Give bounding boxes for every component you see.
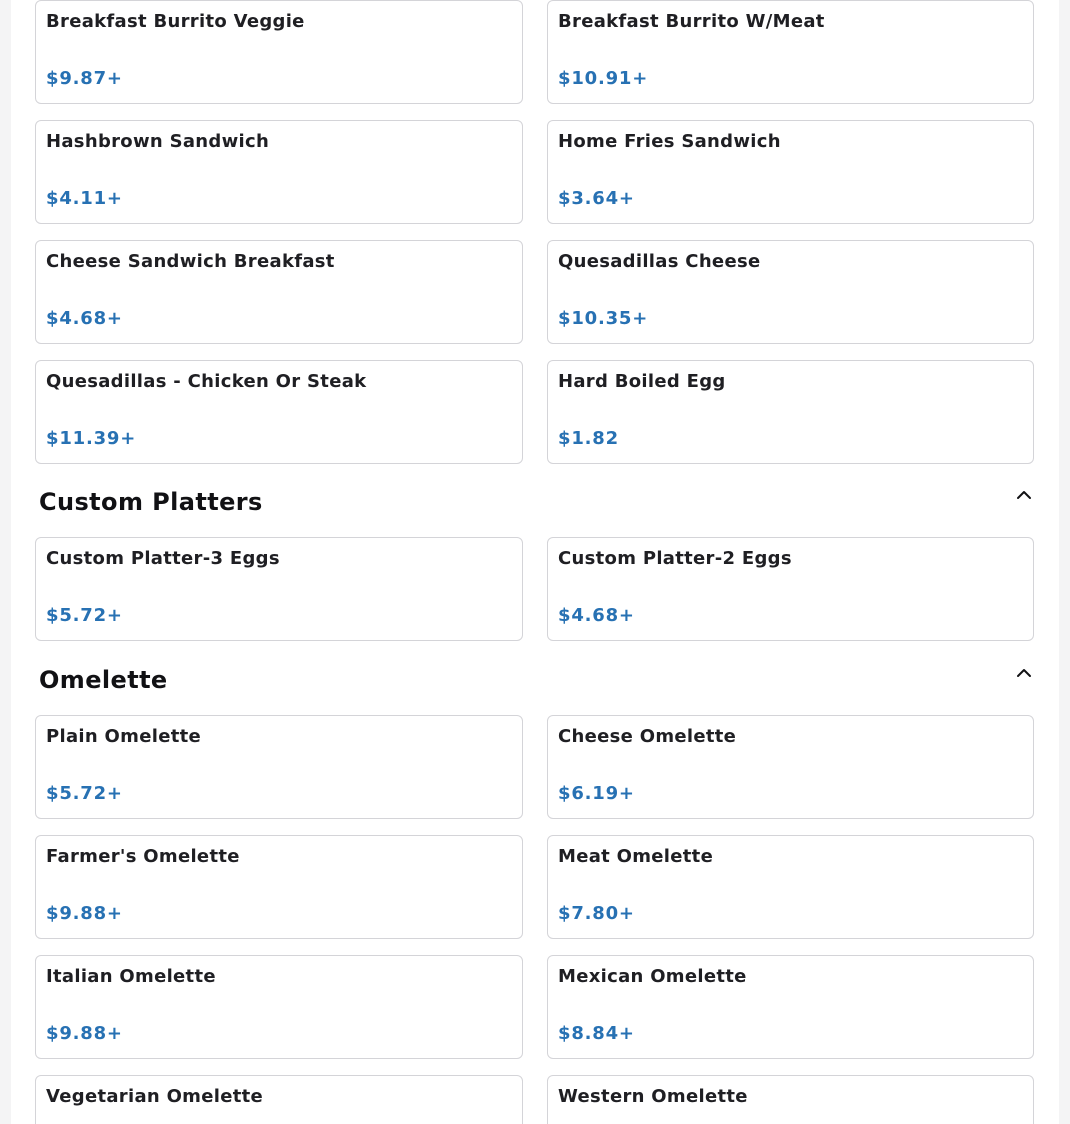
menu-item-name: Vegetarian Omelette bbox=[46, 1086, 264, 1107]
menu-item-card[interactable] bbox=[547, 120, 1034, 224]
menu-item-name: Plain Omelette bbox=[46, 726, 202, 747]
menu-item-price: $10.35+ bbox=[558, 308, 649, 329]
menu-item-card[interactable] bbox=[547, 240, 1034, 344]
menu-item-price: $10.91+ bbox=[558, 68, 649, 89]
menu-item-name: Quesadillas Cheese bbox=[558, 251, 761, 272]
menu-item-card[interactable] bbox=[35, 120, 523, 224]
menu-item-card[interactable] bbox=[35, 537, 523, 641]
menu-item-card[interactable] bbox=[35, 360, 523, 464]
menu-item-name: Hashbrown Sandwich bbox=[46, 131, 270, 152]
section-header-custom-platters[interactable] bbox=[39, 485, 1034, 521]
menu-item-card[interactable] bbox=[35, 1075, 523, 1124]
custom-platters-grid bbox=[35, 537, 1034, 641]
menu-item-card[interactable] bbox=[547, 955, 1034, 1059]
menu-item-card[interactable] bbox=[547, 360, 1034, 464]
menu-item-price: $5.72+ bbox=[46, 783, 123, 804]
menu-item-card[interactable] bbox=[35, 715, 523, 819]
menu-item-price: $11.39+ bbox=[46, 428, 137, 449]
menu-item-name: Cheese Omelette bbox=[558, 726, 737, 747]
menu-items-grid bbox=[35, 0, 1034, 464]
menu-item-card[interactable] bbox=[547, 0, 1034, 104]
menu-item-card[interactable] bbox=[35, 0, 523, 104]
menu-item-card[interactable] bbox=[547, 715, 1034, 819]
menu-item-price: $9.88+ bbox=[46, 903, 123, 924]
menu-item-price: $1.82 bbox=[558, 428, 619, 449]
menu-item-name: Western Omelette bbox=[558, 1086, 748, 1107]
chevron-up-icon[interactable] bbox=[1014, 663, 1034, 683]
menu-item-name: Farmer's Omelette bbox=[46, 846, 240, 867]
menu-item-card[interactable] bbox=[547, 1075, 1034, 1124]
menu-item-price: $7.80+ bbox=[558, 903, 635, 924]
menu-item-name: Cheese Sandwich Breakfast bbox=[46, 251, 335, 272]
menu-item-name: Home Fries Sandwich bbox=[558, 131, 781, 152]
menu-item-price: $3.64+ bbox=[558, 188, 635, 209]
menu-item-card[interactable] bbox=[547, 835, 1034, 939]
section-title: Custom Platters bbox=[39, 488, 263, 516]
menu-page bbox=[11, 0, 1059, 1124]
menu-item-price: $9.88+ bbox=[46, 1023, 123, 1044]
chevron-up-icon[interactable] bbox=[1014, 485, 1034, 505]
menu-item-price: $9.87+ bbox=[46, 68, 123, 89]
menu-item-card[interactable] bbox=[547, 537, 1034, 641]
menu-item-card[interactable] bbox=[35, 240, 523, 344]
menu-item-name: Custom Platter-3 Eggs bbox=[46, 548, 280, 569]
menu-item-name: Mexican Omelette bbox=[558, 966, 747, 987]
menu-item-name: Breakfast Burrito Veggie bbox=[46, 11, 305, 32]
menu-item-price: $4.68+ bbox=[46, 308, 123, 329]
menu-item-price: $6.19+ bbox=[558, 783, 635, 804]
omelette-grid bbox=[35, 715, 1034, 1124]
menu-item-name: Hard Boiled Egg bbox=[558, 371, 726, 392]
menu-item-price: $5.72+ bbox=[46, 605, 123, 626]
menu-item-price: $4.11+ bbox=[46, 188, 123, 209]
menu-item-name: Custom Platter-2 Eggs bbox=[558, 548, 792, 569]
section-title: Omelette bbox=[39, 666, 168, 694]
section-header-omelette[interactable] bbox=[39, 663, 1034, 699]
menu-item-name: Italian Omelette bbox=[46, 966, 216, 987]
menu-item-card[interactable] bbox=[35, 955, 523, 1059]
menu-item-name: Meat Omelette bbox=[558, 846, 714, 867]
menu-item-card[interactable] bbox=[35, 835, 523, 939]
menu-item-name: Quesadillas - Chicken Or Steak bbox=[46, 371, 367, 392]
menu-item-price: $8.84+ bbox=[558, 1023, 635, 1044]
menu-item-name: Breakfast Burrito W/Meat bbox=[558, 11, 825, 32]
menu-item-price: $4.68+ bbox=[558, 605, 635, 626]
